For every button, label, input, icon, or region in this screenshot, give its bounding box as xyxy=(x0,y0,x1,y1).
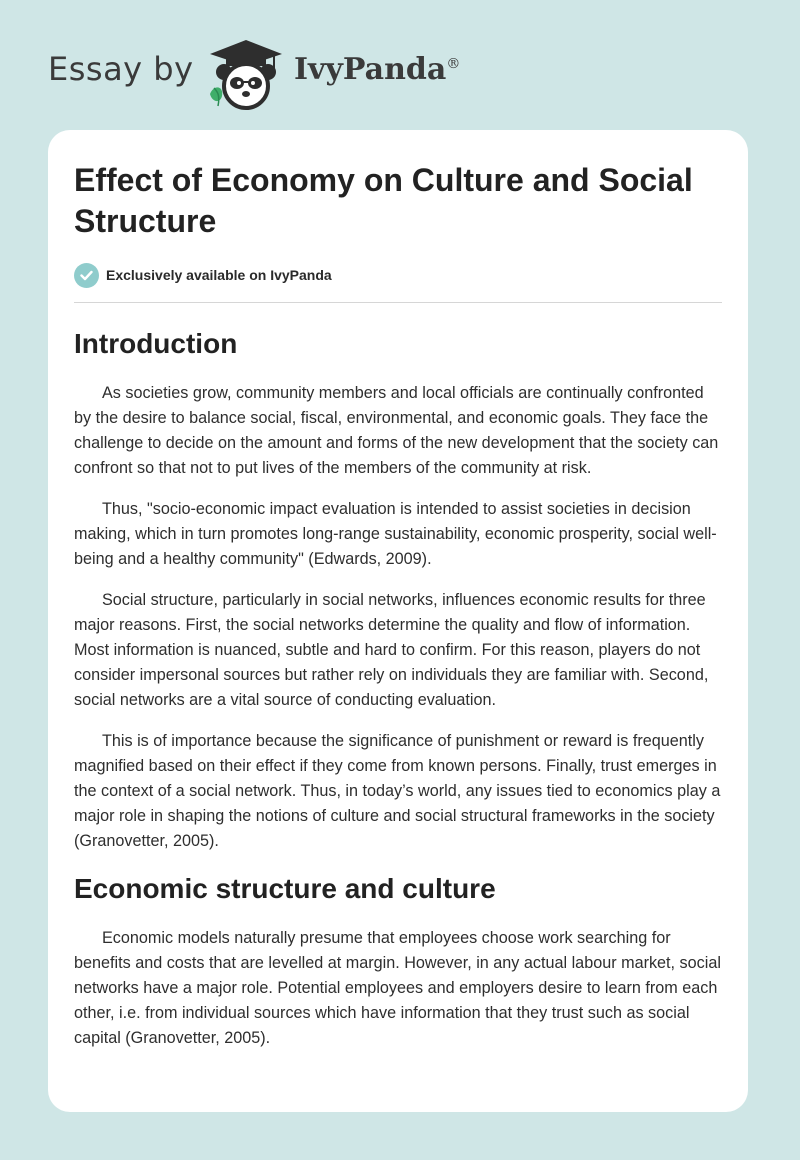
article-content xyxy=(74,160,722,1051)
exclusive-label: Exclusively available on IvyPanda xyxy=(106,267,332,283)
article-card xyxy=(48,130,748,1112)
check-circle-icon xyxy=(74,263,99,288)
exclusive-badge xyxy=(74,262,722,288)
paragraph: Economic models naturally presume that employees choose work searching for benefits and costs that are levelled at margin. However, in any actual labour market, social networks have a major role. Potential employees and employers desire to learn from each other, i.e. from individual sources which have information that they trust such as social capital (Granovetter, 2005). xyxy=(74,929,721,1047)
brand-name[interactable]: IvyPanda® xyxy=(294,52,461,87)
paragraph: This is of importance because the significance of punishment or reward is frequently magnified based on their effect if they come from known persons. Finally, trust emerges in the context of a social network. Thus, in today’s world, any issues tied to economics play a major role in shaping the notions of culture and social structural frameworks in the society (Granovetter, 2005). xyxy=(74,732,721,850)
section-heading: Introduction xyxy=(74,328,238,359)
paragraph: Social structure, particularly in social networks, influences economic results for three major reasons. First, the social networks determine the quality and flow of information. Most information is nuanced, subtle and hard to confirm. For this reason, players do not consider impersonal sources but rather rely on individuals they are familiar with. Second, social networks are a vital source of conducting evaluation. xyxy=(74,591,709,709)
paragraph: As societies grow, community members and local officials are continually confronted by the desire to balance social, fiscal, environmental, and economic goals. They face the challenge to decide on the amount and forms of the new development that the society can confront so that not to put lives of the members of the community at risk. xyxy=(74,384,719,477)
site-header xyxy=(48,30,548,110)
paragraph: Thus, "socio-economic impact evaluation is intended to assist societies in decision making, which in turn promotes long-range sustainability, economic prosperity, social well-being and a healthy community" (Edwards, 2009). xyxy=(74,500,717,568)
panda-graduate-logo-icon[interactable] xyxy=(204,36,284,112)
article-title: Effect of Economy on Culture and Social Structure xyxy=(74,162,693,239)
essay-by-label: Essay by xyxy=(48,50,194,88)
title-divider xyxy=(74,302,722,303)
section-heading: Economic structure and culture xyxy=(74,873,496,904)
